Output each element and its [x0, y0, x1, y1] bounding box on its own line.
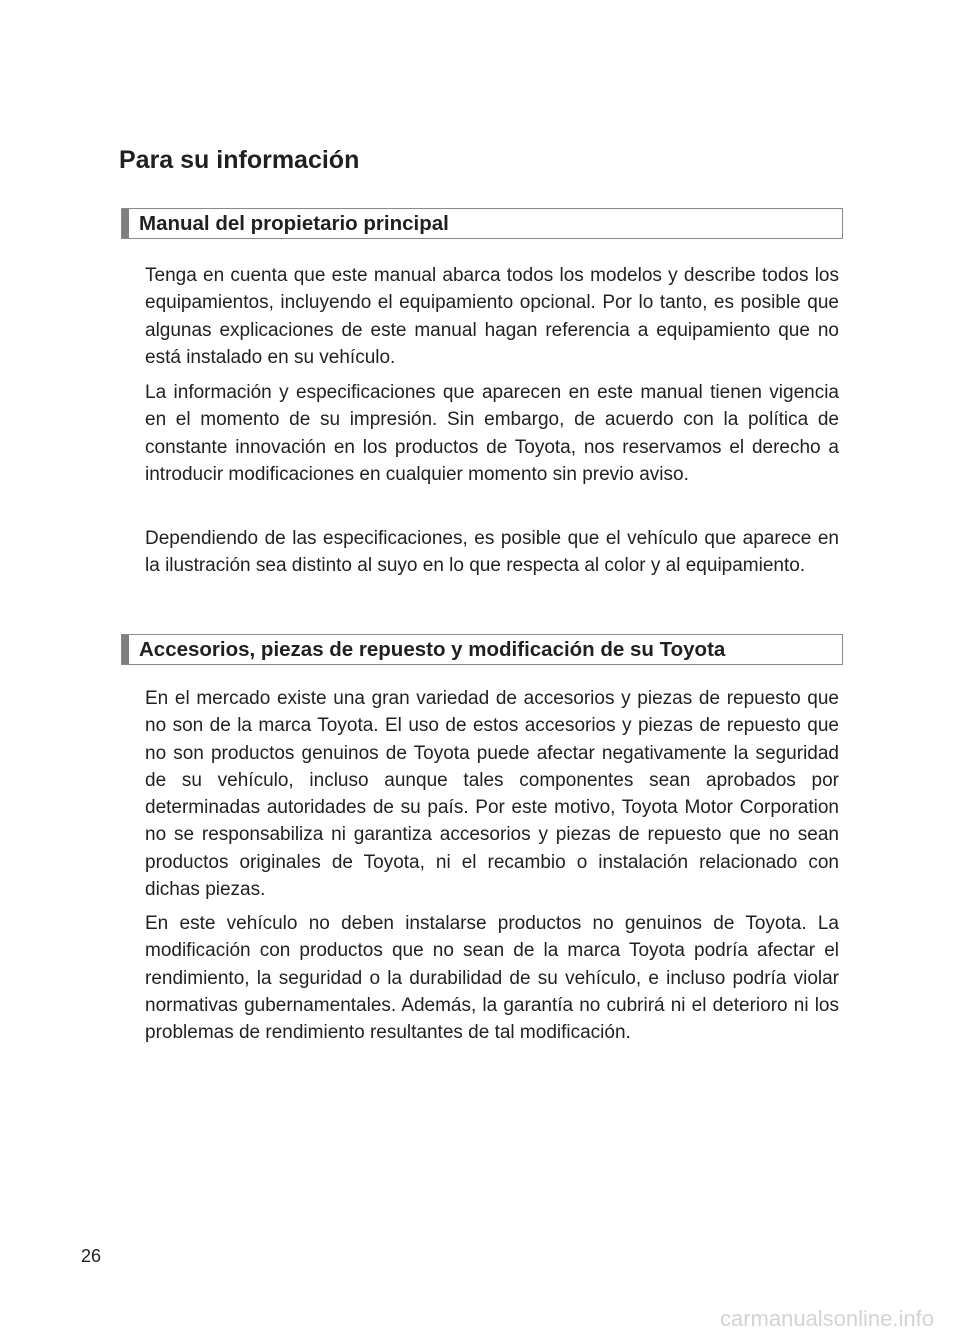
paragraph: Dependiendo de las especificaciones, es posible que el vehículo que aparece en la ilustración sea distinto al suyo en lo que respecta al color y al equipamiento.: [145, 528, 839, 577]
paragraph: En este vehículo no deben instalarse productos no genuinos de Toyota. La modificación con productos que no sean de la marca Toyota podría afectar el rendimiento, la seguridad o la durabilidad de su vehículo, e incluso podría violar normativas gubernamentales. Además, la garantía no cubrirá ni el deterioro ni los problemas de rendimiento resultantes de tal modificación.: [145, 913, 839, 1044]
paragraph: En el mercado existe una gran variedad de accesorios y piezas de repuesto que no son de la marca Toyota. El uso de estos accesorios y piezas de repuesto que no son productos genuinos de Toyota puede afectar negativamente la seguridad de su vehículo, incluso aunque tales componentes sean aprobados por determinadas autoridades de su país. Por este motivo, Toyota Motor Corporation no se responsabiliza ni garantiza accesorios y piezas de repuesto que no sean productos originales de Toyota, ni el recambio o instalación relacionado con dichas piezas.: [145, 688, 839, 901]
section-heading: Accesorios, piezas de repuesto y modificación de su Toyota: [139, 638, 726, 661]
section-heading: Manual del propietario principal: [139, 212, 449, 235]
paragraph: Tenga en cuenta que este manual abarca todos los modelos y describe todos los equipamientos, incluyendo el equipamiento opcional. Por lo tanto, es posible que algunas explicaciones de este manual hagan referencia a equipamiento que no está instalado en su vehículo.: [145, 265, 839, 368]
section-header-bar: [122, 209, 129, 238]
page-number: 26: [81, 1246, 102, 1266]
section-header-bar: [122, 635, 129, 664]
page-title: Para su información: [119, 146, 360, 174]
watermark: carmanualsonline.info: [719, 1306, 934, 1331]
section-header-accessories: [121, 634, 843, 665]
paragraph: La información y especificaciones que aparecen en este manual tienen vigencia en el momento de su impresión. Sin embargo, de acuerdo con la política de constante innovación en los productos de Toyota, nos reservamos el derecho a introducir modificaciones en cualquier momento sin previo aviso.: [145, 382, 839, 485]
section-header-manual: [121, 208, 843, 239]
